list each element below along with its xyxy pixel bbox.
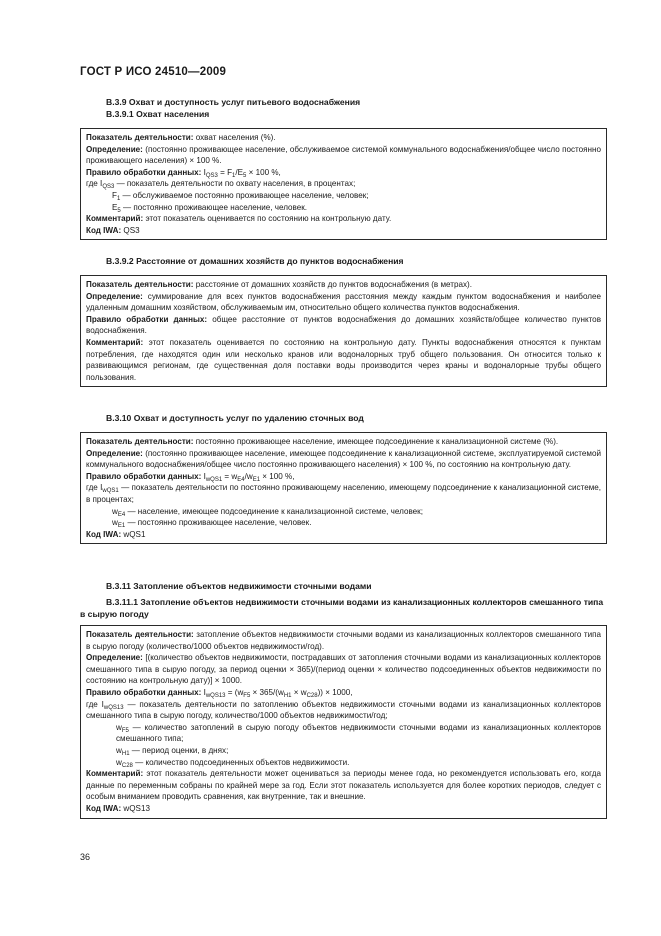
section-b-3-10-heading: B.3.10 Охват и доступность услуг по удалению сточных вод — [106, 413, 364, 423]
indicator-value: постоянно проживающее население, имеющее подсоединение к канализационной системе (%). — [193, 437, 559, 446]
formula-part: × 100 %, — [260, 471, 295, 481]
data-rule-line — [86, 314, 601, 337]
variable-subscript: QS3 — [102, 184, 115, 191]
iwa-code-line — [86, 803, 601, 815]
variable-name: F — [112, 190, 117, 200]
comment-line — [86, 768, 601, 803]
indicator-line — [86, 629, 601, 652]
comment-text: этот показатель деятельности может оцениваться за периоды менее года, но рекомендуется использовать его, когда данные по переменным собраны по крайней мере за год. Если этот показатель используется для более коротких периодов, следует с особым вниманием проводить сравнения, как внутренние, так и внешние. — [86, 769, 601, 802]
definition-label: Определение: — [86, 653, 143, 663]
variable-description: — количество затоплений в сырую погоду объектов недвижимости сточными водами из канализационных коллекторов смешанного типа; — [116, 722, 601, 744]
section-b-3-11-1-heading: B.3.11.1 Затопление объектов недвижимости сточными водами из канализационных коллекторов смешанного типа в сырую погоду — [80, 597, 604, 619]
indicator-label: Показатель деятельности: — [86, 133, 194, 142]
variable-subscript: H1 — [121, 750, 130, 757]
definition-text: (постоянно проживающее население, обслуживаемое системой коммунального водоснабжения/общее число постоянно проживающего населения) × 100 %. — [86, 144, 601, 166]
section-b-3-9-heading: B.3.9 Охват и доступность услуг питьевого водоснабжения — [106, 97, 361, 107]
comment-label: Комментарий: — [86, 214, 144, 224]
variable-line — [86, 517, 601, 529]
comment-label: Комментарий: — [86, 337, 144, 347]
section-b-3-11-heading: B.3.11 Затопление объектов недвижимости сточными водами — [106, 581, 372, 591]
variable-line — [86, 506, 601, 518]
data-rule-label: Правило обработки данных: — [86, 314, 208, 324]
variable-description: — период оценки, в днях; — [129, 745, 229, 755]
iwa-code-label: Код IWA: — [86, 803, 122, 813]
iwa-code-value: QS3 — [121, 225, 140, 235]
data-rule-text: общее расстояние от пунктов водоснабжения до домашних хозяйств/общее количество пунктов водоснабжения. — [86, 314, 601, 336]
variable-description: — показатель деятельности по постоянно проживающему населению, имеющему подсоединение к канализационной системе, в процентах; — [86, 483, 602, 504]
formula-part: × w — [291, 687, 307, 697]
formula-subscript: F5 — [243, 692, 251, 699]
section-b-3-9-2-heading: B.3.9.2 Расстояние от домашних хозяйств до пунктов водоснабжения — [106, 256, 404, 266]
variable-name: w — [116, 757, 122, 767]
page-number: 36 — [80, 852, 91, 862]
variable-subscript: C28 — [121, 762, 133, 769]
iwa-code-value: wQS13 — [121, 803, 150, 813]
variable-subscript: wQS1 — [102, 488, 119, 495]
comment-label: Комментарий: — [86, 769, 144, 779]
formula-part: I — [201, 471, 206, 481]
data-rule-label: Правило обработки данных: — [86, 471, 202, 481]
variable-line — [86, 202, 601, 214]
variable-line — [86, 757, 601, 769]
variable-subscript: F5 — [121, 727, 129, 734]
comment-line — [86, 337, 601, 383]
indicator-box-qs3 — [80, 128, 607, 240]
formula-part: )) × 1000, — [317, 687, 353, 697]
definition-text: суммирование для всех пунктов водоснабжения расстояния между каждым пунктом водоснабжения и наиболее удаленным домашним хозяйством, обслуживаемым им, относительно общего количества пунктов водоснабжения. — [86, 291, 601, 313]
definition-label: Определение: — [86, 144, 143, 154]
iwa-code-line — [86, 529, 601, 541]
formula-subscript: QS3 — [205, 172, 218, 179]
formula-subscript: 5 — [243, 172, 247, 179]
definition-text: [(количество объектов недвижимости, пострадавших от затопления сточными водами из канализационных коллекторов смешанного типа в сырую погоду, за период оценки × 365)/(период оценки × количество подсоединенных объектов недвижимости по состоянию на контрольную дату)] × 1000. — [86, 653, 601, 686]
variable-subscript: wQS13 — [103, 704, 124, 711]
indicator-line — [86, 279, 601, 291]
formula-subscript: wQS1 — [205, 476, 223, 483]
variable-description: — показатель деятельности по охвату населения, в процентах; — [114, 179, 356, 189]
formula-part: /E — [235, 167, 244, 177]
iwa-code-label: Код IWA: — [86, 225, 122, 235]
definition-line — [86, 291, 601, 314]
definition-line — [86, 144, 601, 167]
indicator-label: Показатель деятельности: — [86, 437, 194, 446]
formula-part: /w — [244, 471, 253, 481]
variable-description: — количество подсоединенных объектов недвижимости. — [132, 757, 350, 767]
where-line — [86, 699, 601, 722]
formula-subscript: 1 — [232, 172, 236, 179]
formula-subscript: wQS13 — [205, 692, 226, 699]
definition-line — [86, 448, 601, 471]
formula-subscript: E1 — [252, 476, 261, 483]
data-rule-label: Правило обработки данных: — [86, 167, 202, 177]
indicator-box-distance — [80, 275, 607, 387]
data-rule-line — [86, 167, 601, 179]
variable-name: w — [112, 506, 118, 516]
variable-description: — постоянно проживающее население, человек. — [125, 518, 312, 528]
variable-name: w — [112, 518, 118, 528]
definition-text: (постоянно проживающее население, имеющее подсоединение к канализационной системе, эксплуатируемой системой коммунального водоснабжения/общее число постоянно проживающего населения) × 100 %, по состоянию на контрольную дату. — [86, 448, 601, 470]
variable-subscript: E1 — [117, 523, 126, 530]
variable-subscript: 5 — [117, 207, 121, 214]
comment-line — [86, 213, 601, 225]
document-header: ГОСТ Р ИСО 24510—2009 — [80, 66, 227, 78]
formula-part: = F — [217, 167, 233, 177]
variable-line — [86, 722, 601, 745]
iwa-code-value: wQS1 — [121, 529, 146, 539]
formula-part: I — [201, 687, 206, 697]
variable-subscript: E4 — [117, 511, 126, 518]
variable-description: — показатель деятельности по затоплению объектов недвижимости сточными водами из канализационных коллекторов смешанного типа в сырую погоду, количество/1000 объектов недвижимости/год; — [86, 699, 601, 721]
indicator-value: охват населения (%). — [193, 133, 276, 142]
formula-part: × 100 %, — [246, 167, 281, 177]
variable-name: где I — [86, 699, 104, 709]
formula-subscript: E4 — [237, 476, 245, 483]
variable-description: — постоянно проживающее население, человек. — [120, 202, 308, 212]
definition-line — [86, 652, 601, 687]
data-rule-label: Правило обработки данных: — [86, 687, 202, 697]
data-rule-line — [86, 471, 601, 483]
formula-part: = w — [222, 471, 238, 481]
indicator-value: затопление объектов недвижимости сточными водами из канализационных коллекторов смешанного типа в сырую погоду (количество/1000 объектов недвижимости/год). — [86, 630, 601, 651]
formula-part: I — [201, 167, 206, 177]
iwa-code-line — [86, 225, 601, 237]
variable-name: w — [116, 745, 122, 755]
indicator-value: расстояние от домашних хозяйств до пунктов водоснабжения (в метрах). — [193, 280, 472, 289]
variable-description: — население, имеющее подсоединение к канализационной системе, человек; — [125, 506, 423, 516]
indicator-line — [86, 436, 601, 448]
comment-text: этот показатель оценивается по состоянию на контрольную дату. Пункты водоснабжения относятся к пунктам потребления, где находятся один или несколько кранов или водоналорных труб общего пользования. Он относится только к развивающимся регионам, где существенная доля поставки воды производится через краны и водоналорные трубы общего пользования. — [86, 337, 601, 382]
formula-part: × 365/(w — [250, 687, 284, 697]
where-line — [86, 178, 601, 190]
indicator-box-wqs13 — [80, 625, 607, 819]
where-line — [86, 482, 601, 505]
formula-part: = (w — [225, 687, 244, 697]
data-rule-line — [86, 687, 601, 699]
variable-name: w — [116, 722, 122, 732]
variable-line — [86, 745, 601, 757]
variable-line — [86, 190, 601, 202]
variable-name: E — [112, 202, 118, 212]
indicator-line — [86, 132, 601, 144]
indicator-box-wqs1 — [80, 432, 607, 544]
formula-subscript: H1 — [283, 692, 292, 699]
comment-text: этот показатель оценивается по состоянию на контрольную дату. — [143, 214, 392, 224]
indicator-label: Показатель деятельности: — [86, 280, 194, 289]
formula-subscript: C28 — [306, 692, 318, 699]
variable-name: где I — [86, 483, 103, 493]
definition-label: Определение: — [86, 291, 143, 301]
section-b-3-9-1-heading: B.3.9.1 Охват населения — [106, 109, 210, 119]
definition-label: Определение: — [86, 448, 143, 458]
variable-subscript: 1 — [116, 195, 121, 202]
indicator-label: Показатель деятельности: — [86, 630, 194, 639]
variable-name: где I — [86, 179, 103, 189]
iwa-code-label: Код IWA: — [86, 529, 122, 539]
variable-description: — обслуживаемое постоянно проживающее население, человек; — [120, 190, 369, 200]
